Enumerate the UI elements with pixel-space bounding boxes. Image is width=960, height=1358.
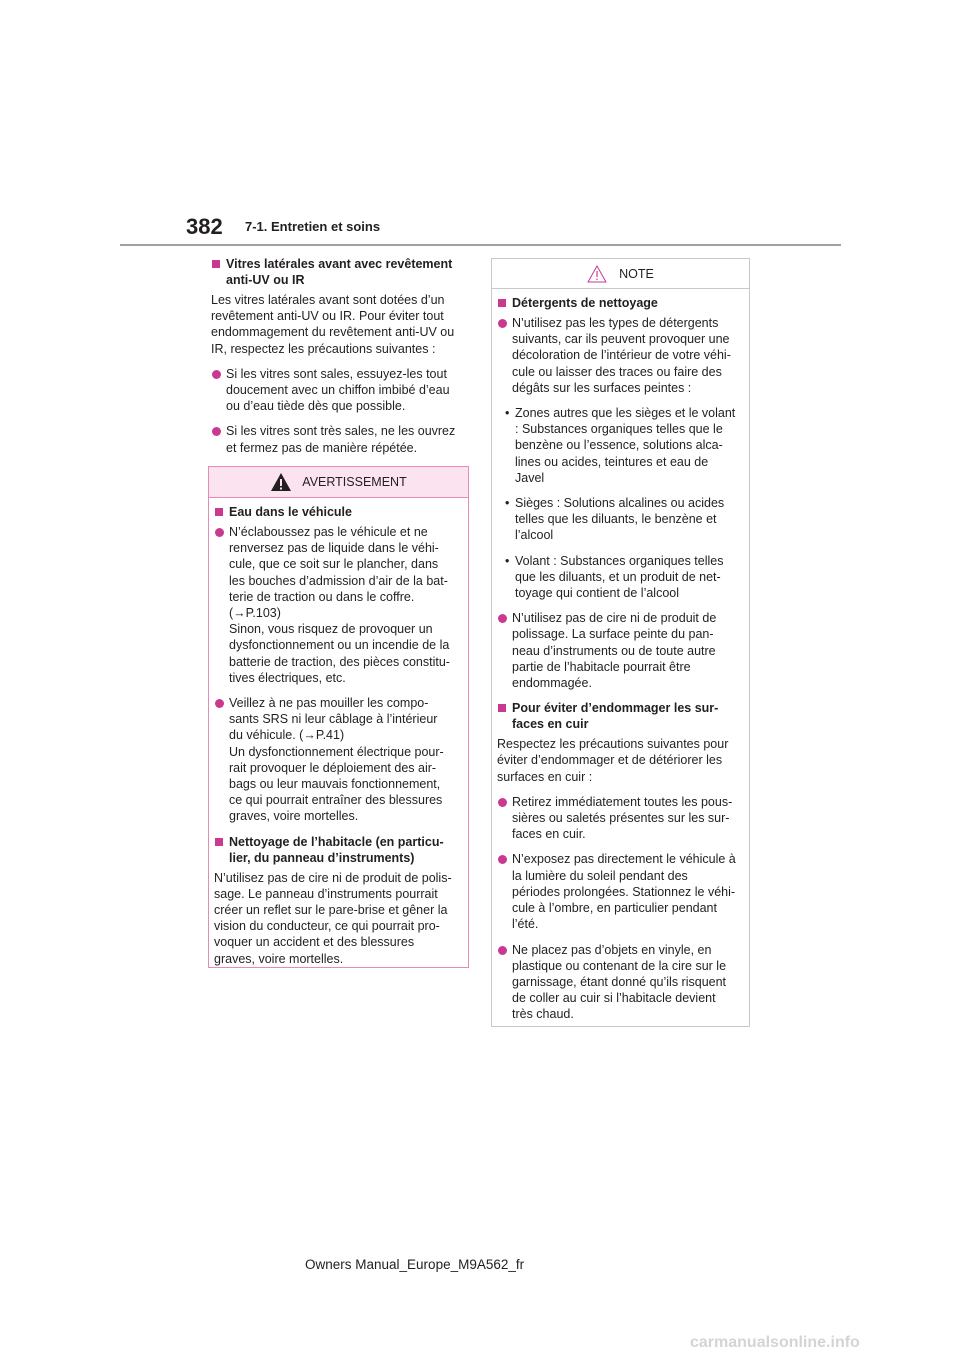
- warning-triangle-icon: [270, 472, 292, 492]
- list-item: [214, 524, 462, 686]
- warning-box: [208, 466, 469, 968]
- note-section-heading-text: Détergents de nettoyage: [512, 296, 658, 310]
- note-header: [492, 259, 749, 289]
- magenta-square-icon: [498, 704, 506, 712]
- list-item-text: N’utilisez pas les types de détergents suivants, car ils peuvent provoquer une décoloration de l’intérieur de votre véhi- cule ou laisser des traces ou faire des dégâts sur les surfaces peintes :: [512, 316, 731, 395]
- sub-list-item-text: Zones autres que les sièges et le volant : Substances organiques telles que le benzène ou l’essence, solutions alca- lines ou acides, teintures et eau de Javel: [515, 406, 736, 485]
- section-title: 7-1. Entretien et soins: [245, 219, 381, 234]
- magenta-dot-icon: [498, 319, 507, 328]
- sub-list-item: [505, 495, 743, 544]
- magenta-dot-icon: [498, 946, 507, 955]
- note-section-heading-text: Pour éviter d’endommager les sur- faces en cuir: [512, 701, 719, 732]
- magenta-square-icon: [498, 299, 506, 307]
- list-item-text: Si les vitres sont sales, essuyez-les tout doucement avec un chiffon imbibé d’eau ou d’eau tiède dès que possible.: [226, 366, 450, 414]
- warning-header: [209, 467, 468, 498]
- sub-list-item: [505, 553, 743, 602]
- list-item-text: N’exposez pas directement le véhicule à la lumière du soleil pendant des périodes prolongées. Stationnez le véhi- cule à l’ombre, en particulier pendant l’été.: [512, 852, 736, 932]
- warning-section-heading: [214, 834, 462, 866]
- note-title: NOTE: [619, 266, 654, 281]
- list-item: [497, 851, 743, 932]
- magenta-dot-icon: [212, 370, 221, 379]
- caution-triangle-outline-icon: [587, 265, 607, 283]
- warning-title: AVERTISSEMENT: [302, 475, 407, 489]
- warning-section-heading-text: Nettoyage de l’habitacle (en particu- lier, du panneau d’instruments): [229, 834, 444, 865]
- list-item-text: Veillez à ne pas mouiller les compo- sants SRS ni leur câblage à l’intérieur du véhicule. (→P.41) Un dysfonctionnement électrique pour- rait provoquer le déploiement des air- bags ou leur mauvais fonctionnement, ce qui pourrait entraîner des blessures graves, voire mortelles.: [229, 696, 444, 824]
- footer-text: Owners Manual_Europe_M9A562_fr: [305, 1257, 525, 1272]
- warning-section-text: N’utilisez pas de cire ni de produit de polis- sage. Le panneau d’instruments pourrait créer un reflet sur le pare-brise et gêner la vision du conducteur, ce qui pourrait pro- voquer un accident et des blessures graves, voire mortelles.: [214, 870, 452, 966]
- note-box: [491, 258, 750, 1027]
- section-intro: Les vitres latérales avant sont dotées d’un revêtement anti-UV ou IR. Pour éviter tout endommagement du revêtement anti-UV ou IR, respectez les précautions suivantes :: [211, 293, 455, 356]
- magenta-square-icon: [215, 838, 223, 846]
- list-item: [497, 610, 743, 691]
- magenta-dot-icon: [215, 528, 224, 537]
- magenta-square-icon: [212, 260, 220, 268]
- sub-list-item-text: Sièges : Solutions alcalines ou acides telles que les diluants, le benzène et l’alcool: [515, 496, 725, 543]
- magenta-dot-icon: [212, 427, 221, 436]
- note-section-heading: [497, 700, 743, 732]
- list-item-text: Retirez immédiatement toutes les pous- sières ou saletés présentes sur les sur- faces en cuir.: [512, 794, 733, 842]
- section-heading: [211, 256, 469, 288]
- magenta-square-icon: [215, 508, 223, 516]
- list-item: [497, 794, 743, 843]
- section-heading-text: Vitres latérales avant avec revêtement anti-UV ou IR: [226, 257, 453, 287]
- header-divider: [120, 244, 841, 246]
- list-item-text: N’utilisez pas de cire ni de produit de polissage. La surface peinte du pan- neau d’instruments ou de toute autre partie de l’habitacle pourrait être endommagée.: [512, 611, 717, 691]
- sub-bullet-icon: •: [505, 496, 510, 511]
- list-item: [211, 423, 469, 455]
- magenta-dot-icon: [498, 855, 507, 864]
- warning-section-heading-text: Eau dans le véhicule: [229, 505, 352, 519]
- magenta-dot-icon: [215, 699, 224, 708]
- list-item-text: Ne placez pas d’objets en vinyle, en plastique ou contenant de la cire sur le garnissage, étant donné qu’ils risquent de coller au cuir si l’habitacle devient très chaud.: [512, 942, 727, 1022]
- note-section-intro: Respectez les précautions suivantes pour éviter d’endommager et de détériorer les surfaces en cuir :: [497, 737, 729, 784]
- note-section-heading: [497, 295, 743, 311]
- list-item-text: N’éclaboussez pas le véhicule et ne renversez pas de liquide dans le véhi- cule, que ce soit sur le plancher, dans les bouches d’admission d’air de la bat- terie de traction ou dans le coffre. (→P.103) Sinon, vous risquez de provoquer un dysfonctionnement ou un incendie de la batterie de traction, des pièces constitu- tives électriques, etc.: [229, 525, 450, 685]
- left-column: [211, 256, 469, 465]
- sub-list-item-text: Volant : Substances organiques telles que les diluants, et un produit de net- toyage qui contient de l’alcool: [515, 553, 724, 601]
- list-item: [497, 315, 743, 396]
- page-number: 382: [186, 214, 223, 239]
- warning-section-heading: [214, 504, 462, 520]
- magenta-dot-icon: [498, 798, 507, 807]
- magenta-dot-icon: [498, 614, 507, 623]
- sub-bullet-icon: •: [505, 553, 510, 568]
- watermark: carmanualsonline.info: [690, 1334, 860, 1351]
- list-item: [497, 942, 743, 1023]
- list-item: [211, 366, 469, 415]
- list-item: [214, 695, 462, 825]
- sub-list-item: [505, 405, 743, 486]
- sub-bullet-icon: •: [505, 406, 510, 421]
- list-item-text: Si les vitres sont très sales, ne les ouvrez et fermez pas de manière répétée.: [226, 424, 456, 455]
